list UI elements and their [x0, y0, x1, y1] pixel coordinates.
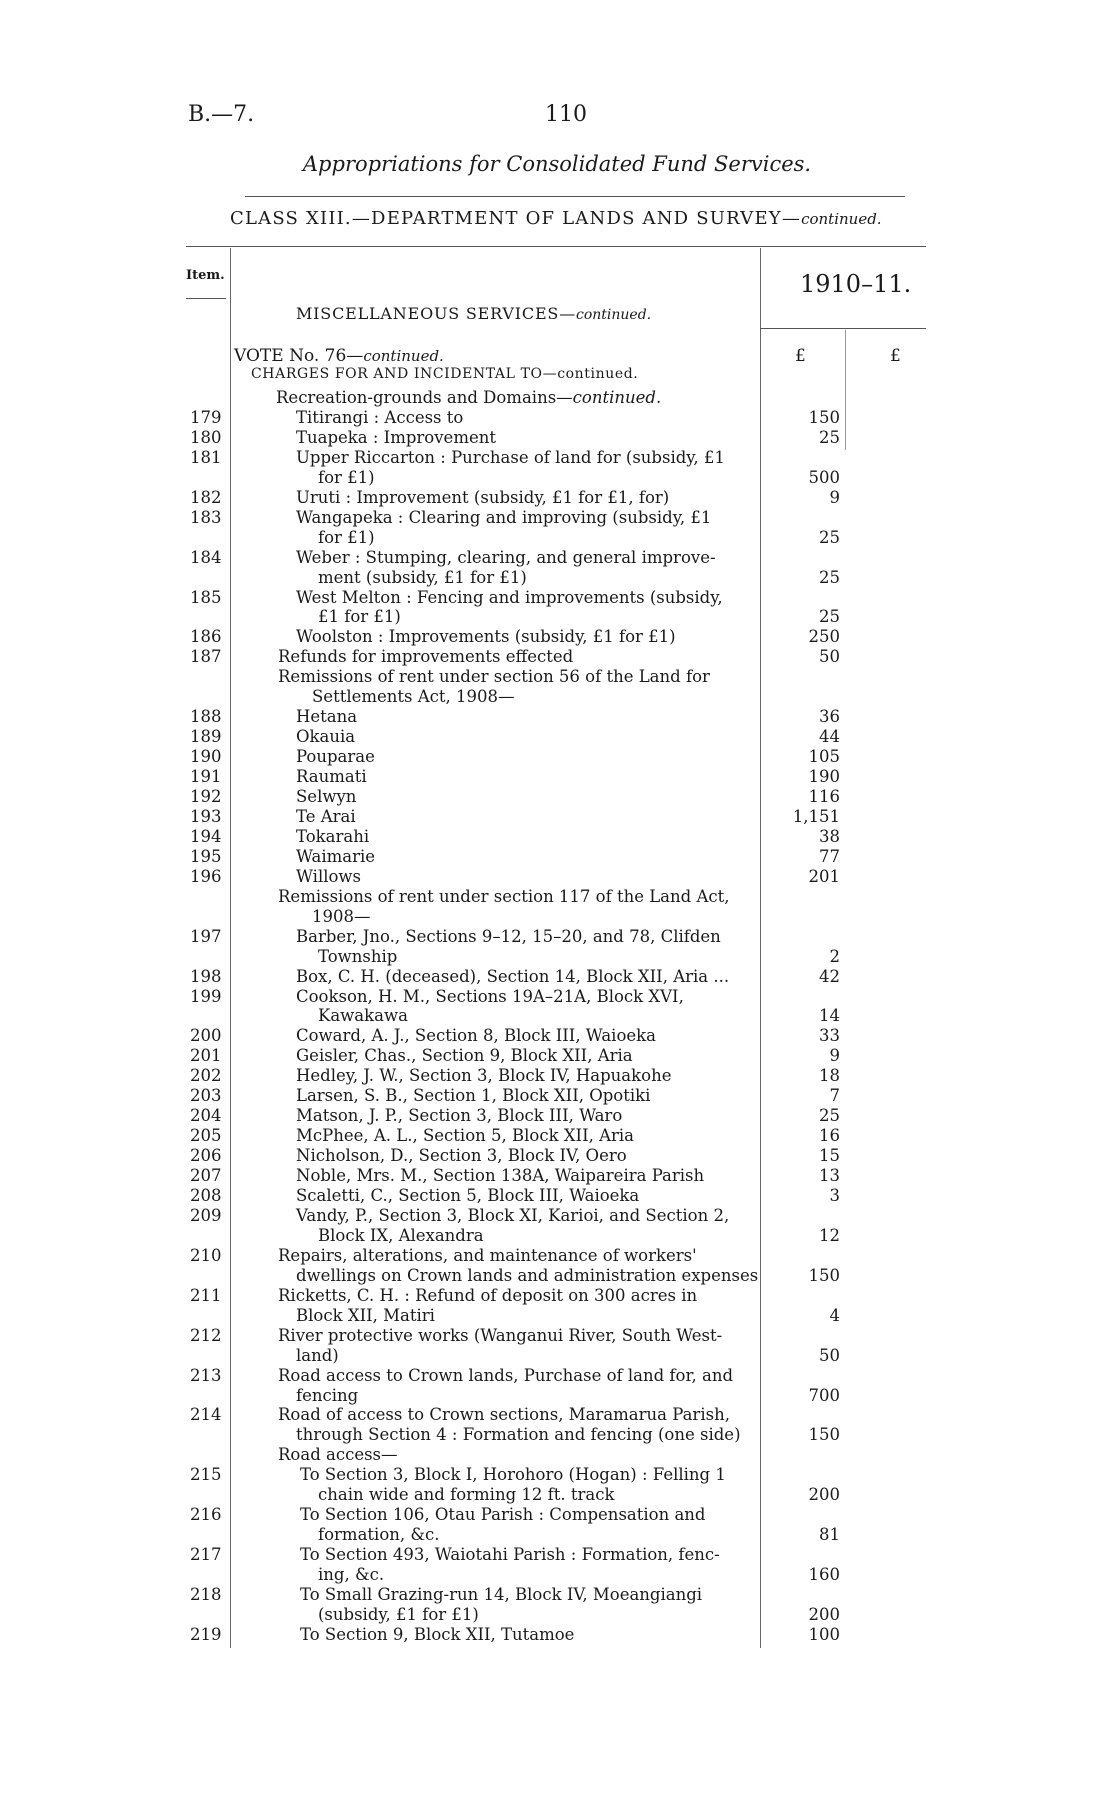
- item-number: 215: [190, 1465, 222, 1484]
- item-number: 179: [190, 408, 222, 427]
- item-number: 184: [190, 548, 222, 567]
- item-amount: 42: [819, 967, 840, 986]
- item-amount: 201: [808, 867, 840, 886]
- item-amount: 36: [819, 707, 840, 726]
- item-number: 211: [190, 1286, 222, 1305]
- table-row: [0, 468, 1114, 488]
- item-description: Kawakawa: [318, 1006, 408, 1025]
- item-description: Titirangi : Access to: [296, 408, 464, 427]
- table-row: [0, 1405, 1114, 1425]
- item-amount: 25: [819, 528, 840, 547]
- item-amount: 15: [819, 1146, 840, 1165]
- item-description: Ricketts, C. H. : Refund of deposit on 300 acres in: [278, 1286, 698, 1305]
- item-number: 212: [190, 1326, 222, 1345]
- item-amount: 50: [819, 1346, 840, 1365]
- item-amount: 116: [808, 787, 840, 806]
- item-description: Coward, A. J., Section 8, Block III, Waioeka: [296, 1026, 656, 1045]
- item-description: Remissions of rent under section 56 of the Land for: [278, 667, 710, 686]
- table-row: [0, 1126, 1114, 1146]
- table-row: [0, 747, 1114, 767]
- item-number: 199: [190, 987, 222, 1006]
- item-description: chain wide and forming 12 ft. track: [318, 1485, 615, 1504]
- item-amount: 150: [808, 1425, 840, 1444]
- table-row: [0, 1226, 1114, 1246]
- table-row: [0, 687, 1114, 707]
- table-row: [0, 1545, 1114, 1565]
- table-row: [0, 1525, 1114, 1545]
- item-description: Block XII, Matiri: [296, 1306, 435, 1325]
- item-description: ment (subsidy, £1 for £1): [318, 568, 527, 587]
- section-heading: [296, 304, 651, 323]
- item-number: 187: [190, 647, 222, 666]
- item-amount: 25: [819, 428, 840, 447]
- item-amount: 33: [819, 1026, 840, 1045]
- item-description: Tuapeka : Improvement: [296, 428, 496, 447]
- item-number: 219: [190, 1625, 222, 1644]
- item-amount: 500: [808, 468, 840, 487]
- item-description: McPhee, A. L., Section 5, Block XII, Aria: [296, 1126, 635, 1145]
- item-amount: 150: [808, 1266, 840, 1285]
- table-row: [0, 987, 1114, 1007]
- item-description: Road access to Crown lands, Purchase of land for, and: [278, 1366, 734, 1385]
- item-description: for £1): [318, 468, 375, 487]
- item-number: 201: [190, 1046, 222, 1065]
- item-number: 196: [190, 867, 222, 886]
- item-amount: 250: [808, 627, 840, 646]
- class-heading-suffix: continued.: [801, 210, 882, 228]
- table-row: [0, 1166, 1114, 1186]
- item-description: Box, C. H. (deceased), Section 14, Block XII, Aria ...: [296, 967, 730, 986]
- item-number: 197: [190, 927, 222, 946]
- item-number: 217: [190, 1545, 222, 1564]
- table-row: [0, 1266, 1114, 1286]
- item-amount: 14: [819, 1006, 840, 1025]
- item-number: 202: [190, 1066, 222, 1085]
- item-amount: 13: [819, 1166, 840, 1185]
- table-row: [0, 867, 1114, 887]
- table-row: [0, 508, 1114, 528]
- item-amount: 2: [829, 947, 840, 966]
- item-number: 185: [190, 588, 222, 607]
- currency-left: £: [795, 346, 806, 366]
- item-description: To Small Grazing-run 14, Block IV, Moeangiangi: [300, 1585, 703, 1604]
- item-description: River protective works (Wanganui River, South West-: [278, 1326, 723, 1345]
- item-description: Geisler, Chas., Section 9, Block XII, Aria: [296, 1046, 633, 1065]
- item-description: Te Arai: [296, 807, 356, 826]
- item-amount: 44: [819, 727, 840, 746]
- vote-heading-suffix: continued.: [363, 347, 444, 365]
- table-row: [0, 887, 1114, 907]
- charges-heading: CHARGES FOR AND INCIDENTAL TO—continued.: [251, 366, 639, 382]
- item-description: Township: [318, 947, 398, 966]
- item-description: West Melton : Fencing and improvements (subsidy,: [296, 588, 723, 607]
- table-row: [0, 707, 1114, 727]
- item-number: 218: [190, 1585, 222, 1604]
- table-row: [0, 807, 1114, 827]
- item-description: Scaletti, C., Section 5, Block III, Waioeka: [296, 1186, 640, 1205]
- item-amount: 25: [819, 568, 840, 587]
- table-row: [0, 588, 1114, 608]
- item-description: To Section 3, Block I, Horohoro (Hogan) : Felling 1: [300, 1465, 726, 1484]
- table-row: [0, 1366, 1114, 1386]
- item-description: Noble, Mrs. M., Section 138A, Waipareira Parish: [296, 1166, 705, 1185]
- table-row: [0, 1326, 1114, 1346]
- item-description: Barber, Jno., Sections 9–12, 15–20, and 78, Clifden: [296, 927, 721, 946]
- item-number: 206: [190, 1146, 222, 1165]
- item-amount: 200: [808, 1605, 840, 1624]
- item-description: To Section 106, Otau Parish : Compensation and: [300, 1505, 706, 1524]
- item-amount: 50: [819, 647, 840, 666]
- item-amount: 12: [819, 1226, 840, 1245]
- table-row: [0, 1286, 1114, 1306]
- item-description: Cookson, H. M., Sections 19A–21A, Block XVI,: [296, 987, 684, 1006]
- table-row: [0, 548, 1114, 568]
- table-row: [0, 1346, 1114, 1366]
- item-number: 190: [190, 747, 222, 766]
- table-row: [0, 1106, 1114, 1126]
- item-column-header: Item.: [186, 268, 225, 283]
- item-amount: 7: [829, 1086, 840, 1105]
- table-row: [0, 528, 1114, 548]
- item-amount: 150: [808, 408, 840, 427]
- item-amount: 18: [819, 1066, 840, 1085]
- table-row: [0, 827, 1114, 847]
- table-row: [0, 727, 1114, 747]
- item-description: Pouparae: [296, 747, 375, 766]
- item-description: Block IX, Alexandra: [318, 1226, 484, 1245]
- item-number: 181: [190, 448, 222, 467]
- table-row: [0, 787, 1114, 807]
- table-row: [0, 907, 1114, 927]
- item-description: fencing: [296, 1386, 359, 1405]
- page-title: Appropriations for Consolidated Fund Services.: [302, 152, 812, 176]
- item-description: Matson, J. P., Section 3, Block III, Waro: [296, 1106, 623, 1125]
- item-description: To Section 493, Waiotahi Parish : Formation, fenc-: [300, 1545, 720, 1564]
- item-description: Okauia: [296, 727, 356, 746]
- class-heading: [230, 208, 882, 229]
- item-amount: 700: [808, 1386, 840, 1405]
- item-amount: 38: [819, 827, 840, 846]
- item-description: Road access—: [278, 1445, 398, 1464]
- item-number: 208: [190, 1186, 222, 1205]
- item-amount: 25: [819, 607, 840, 626]
- item-description: Hedley, J. W., Section 3, Block IV, Hapuakohe: [296, 1066, 672, 1085]
- item-description: Wangapeka : Clearing and improving (subsidy, £1: [296, 508, 712, 527]
- table-row: [0, 1445, 1114, 1465]
- table-row: [0, 1425, 1114, 1445]
- item-number: 182: [190, 488, 222, 507]
- item-description: Larsen, S. B., Section 1, Block XII, Opotiki: [296, 1086, 651, 1105]
- item-description: Settlements Act, 1908—: [312, 687, 515, 706]
- table-row: [0, 647, 1114, 667]
- item-description: Tokarahi: [296, 827, 370, 846]
- item-description: for £1): [318, 528, 375, 547]
- item-description: through Section 4 : Formation and fencing (one side): [296, 1425, 741, 1444]
- item-number: 214: [190, 1405, 222, 1424]
- table-row: [0, 1186, 1114, 1206]
- table-row: [0, 1605, 1114, 1625]
- section-heading-main: MISCELLANEOUS SERVICES—: [296, 304, 576, 323]
- table-row: [0, 1086, 1114, 1106]
- table-row: [0, 947, 1114, 967]
- table-row: [0, 1306, 1114, 1326]
- item-description: Selwyn: [296, 787, 357, 806]
- item-number: 195: [190, 847, 222, 866]
- item-description: Upper Riccarton : Purchase of land for (subsidy, £1: [296, 448, 725, 467]
- item-amount: 3: [829, 1186, 840, 1205]
- table-row: [0, 1505, 1114, 1525]
- item-header-underline: [186, 298, 226, 299]
- item-amount: 4: [829, 1306, 840, 1325]
- table-top-rule: [186, 246, 926, 247]
- table-row: [0, 1246, 1114, 1266]
- item-description: 1908—: [312, 907, 371, 926]
- table-row: [0, 967, 1114, 987]
- table-row: [0, 1146, 1114, 1166]
- page-number: 110: [545, 102, 587, 127]
- item-number: 213: [190, 1366, 222, 1385]
- item-amount: 25: [819, 1106, 840, 1125]
- table-row: [0, 1485, 1114, 1505]
- section-heading-suffix: continued.: [576, 307, 652, 323]
- item-description: Nicholson, D., Section 3, Block IV, Oero: [296, 1146, 627, 1165]
- item-amount: 190: [808, 767, 840, 786]
- table-row: [0, 488, 1114, 508]
- item-amount: 200: [808, 1485, 840, 1504]
- table-row: [0, 1465, 1114, 1485]
- item-number: 198: [190, 967, 222, 986]
- item-number: 204: [190, 1106, 222, 1125]
- document-reference: B.—7.: [188, 102, 255, 127]
- item-number: 210: [190, 1246, 222, 1265]
- item-number: 216: [190, 1505, 222, 1524]
- table-row: [0, 1206, 1114, 1226]
- item-amount: 77: [819, 847, 840, 866]
- table-row: [0, 448, 1114, 468]
- table-row: [0, 568, 1114, 588]
- table-row: [0, 1006, 1114, 1026]
- item-number: 209: [190, 1206, 222, 1225]
- item-number: 205: [190, 1126, 222, 1145]
- item-description: (subsidy, £1 for £1): [318, 1605, 479, 1624]
- table-row: [0, 627, 1114, 647]
- year-header-underline: [760, 328, 926, 329]
- item-number: 194: [190, 827, 222, 846]
- table-row: [0, 1585, 1114, 1605]
- item-number: 193: [190, 807, 222, 826]
- table-row: [0, 1625, 1114, 1645]
- item-description: Remissions of rent under section 117 of the Land Act,: [278, 887, 730, 906]
- item-description: Woolston : Improvements (subsidy, £1 for £1): [296, 627, 676, 646]
- vote-heading-main: VOTE No. 76—: [234, 346, 364, 366]
- table-row: [0, 667, 1114, 687]
- item-amount: 81: [819, 1525, 840, 1544]
- table-row: [0, 1066, 1114, 1086]
- item-description: Repairs, alterations, and maintenance of workers': [278, 1246, 697, 1265]
- item-amount: 105: [808, 747, 840, 766]
- item-description: Willows: [296, 867, 362, 886]
- item-description: Waimarie: [296, 847, 376, 866]
- item-description: Vandy, P., Section 3, Block XI, Karioi, and Section 2,: [296, 1206, 730, 1225]
- table-row: [0, 1046, 1114, 1066]
- item-number: 200: [190, 1026, 222, 1045]
- item-amount: 160: [808, 1565, 840, 1584]
- currency-right: £: [890, 346, 901, 366]
- item-amount: 9: [829, 488, 840, 507]
- table-row: [0, 428, 1114, 448]
- table-row: [0, 767, 1114, 787]
- item-number: 192: [190, 787, 222, 806]
- item-description: Uruti : Improvement (subsidy, £1 for £1, for): [296, 488, 670, 507]
- item-description: dwellings on Crown lands and administration expenses: [296, 1266, 759, 1285]
- item-description: Road of access to Crown sections, Maramarua Parish,: [278, 1405, 730, 1424]
- item-description: £1 for £1): [318, 607, 401, 626]
- item-number: 188: [190, 707, 222, 726]
- title-rule: [245, 196, 905, 197]
- table-row: [0, 388, 1114, 408]
- class-heading-main: CLASS XIII.—DEPARTMENT OF LANDS AND SURVEY—: [230, 208, 802, 229]
- item-number: 207: [190, 1166, 222, 1185]
- item-number: 183: [190, 508, 222, 527]
- item-description: land): [296, 1346, 339, 1365]
- item-description: Recreation-grounds and Domains—continued.: [276, 388, 662, 407]
- table-row: [0, 1026, 1114, 1046]
- item-description: ing, &c.: [318, 1565, 385, 1584]
- item-amount: 9: [829, 1046, 840, 1065]
- table-row: [0, 847, 1114, 867]
- item-amount: 1,151: [792, 807, 840, 826]
- item-description: formation, &c.: [318, 1525, 440, 1544]
- item-description: Hetana: [296, 707, 358, 726]
- table-row: [0, 1386, 1114, 1406]
- item-number: 203: [190, 1086, 222, 1105]
- table-row: [0, 927, 1114, 947]
- table-row: [0, 607, 1114, 627]
- item-amount: 100: [808, 1625, 840, 1644]
- year-header: 1910–11.: [800, 270, 912, 298]
- item-number: 189: [190, 727, 222, 746]
- vote-heading: [234, 346, 444, 366]
- item-description: Refunds for improvements effected: [278, 647, 574, 666]
- item-description: To Section 9, Block XII, Tutamoe: [300, 1625, 575, 1644]
- table-row: [0, 1565, 1114, 1585]
- item-description: Weber : Stumping, clearing, and general improve-: [296, 548, 716, 567]
- item-description: Raumati: [296, 767, 367, 786]
- item-amount: 16: [819, 1126, 840, 1145]
- item-number: 191: [190, 767, 222, 786]
- item-number: 186: [190, 627, 222, 646]
- table-row: [0, 408, 1114, 428]
- item-number: 180: [190, 428, 222, 447]
